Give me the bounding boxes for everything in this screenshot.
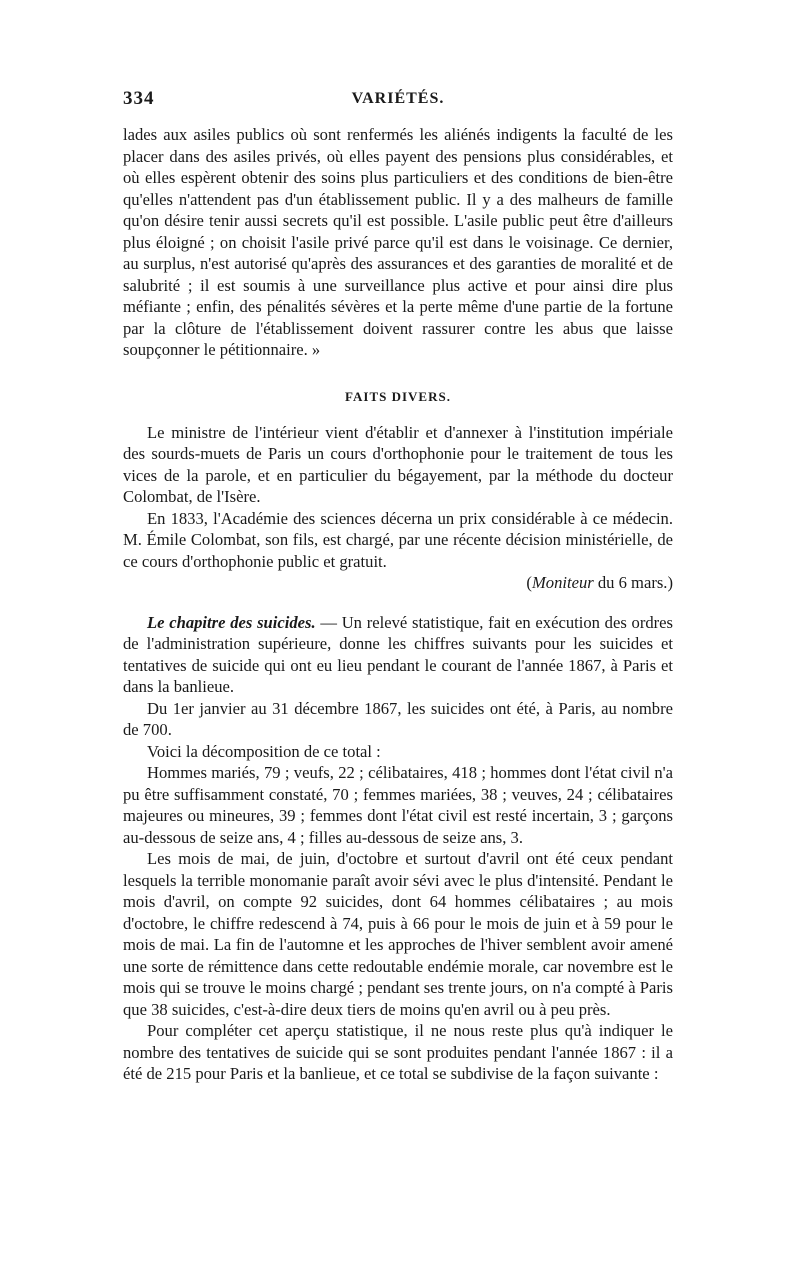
paragraph-months: Les mois de mai, de juin, d'octobre et surtout d'avril ont été ceux pendant lesquels la terrible monomanie paraît avoir sévi avec le plus d'intensité. Pendant le mois d'avril, on compte 92 suicides, dont 64 hommes célibataires ; au mois d'octobre, le chiffre redescend à 74, puis à 66 pour le mois de juin et à 59 pour le mois de mai. La fin de l'automne et les approches de l'hiver semblent avoir amené une sorte de rémittence dans cette redoutable endémie morale, car novembre est le mois qui se trouve le moins chargé ; pendant ses trente jours, on n'a compté à Paris que 38 suicides, c'est-à-dire deux tiers de moins qu'en avril ou à peu près. bbox=[123, 849, 673, 1019]
paragraph-orthophonie: Le ministre de l'intérieur vient d'établir et d'annexer à l'institution impériale des sourds-muets de Paris un cours d'orthophonie pour le traitement de tous les vices de la parole, et en particulier du bégayement, par la méthode du docteur Colombat, de l'Isère. bbox=[123, 422, 673, 506]
running-title: VARIÉTÉS. bbox=[351, 90, 445, 107]
paragraph-decomposition: Hommes mariés, 79 ; veufs, 22 ; célibataires, 418 ; hommes dont l'état civil n'a pu être suffisamment constaté, 70 ; femmes mariées, 38 ; veuves, 24 ; célibataires majeures ou mineures, 39 ; femmes dont l'état civil est resté incertain, 3 ; garçons au-dessous de seize ans, 4 ; filles au-dessous de seize ans, 3. bbox=[123, 763, 673, 847]
paragraph-attempts: Pour compléter cet aperçu statistique, il ne nous reste plus qu'à indiquer le nombre des tentatives de suicide qui se sont produites pendant l'année 1867 : il a été de 215 pour Paris et la banlieue, et ce total se subdivise de la façon suivante : bbox=[123, 1021, 673, 1083]
page-header bbox=[123, 88, 673, 124]
section-title: FAITS DIVERS. bbox=[345, 388, 451, 404]
section-gap bbox=[123, 594, 673, 612]
source-citation bbox=[123, 572, 673, 594]
paragraph-decomposition-intro: Voici la décomposition de ce total : bbox=[147, 741, 381, 761]
paragraph-suicides-intro-text: — Un relevé statistique, fait en exécution des ordres de l'administration supérieure, donne les chiffres suivants pour les suicides et tentatives de suicide qui ont eu lieu pendant le courant de l'année 1867, à Paris et dans la banlieue. bbox=[123, 612, 673, 696]
paragraph-suicides-intro bbox=[123, 612, 673, 698]
source-title: Moniteur bbox=[531, 573, 594, 592]
paragraph-continuation: lades aux asiles publics où sont renfermés les aliénés indigents la faculté de les placer dans des asiles privés, où elles payent des pensions plus considérables, et où elles espèrent obtenir des soins plus particuliers et des conditions de bien-être qu'elles n'attendent pas d'un établissement public. Il y a des malheurs de famille qu'on désire tenir aussi secrets qu'il est possible. L'asile public peut être d'ailleurs plus éloigné ; on choisit l'asile privé parce qu'il est dans le voisinage. Ce dernier, au surplus, n'est autorisé qu'après des assurances et des garanties de moralité et de salubrité ; il est soumis à une surveillance plus active et pour ainsi dire plus méfiante ; enfin, des pénalités sévères et la perte même d'une partie de la fortune par la clôture de l'établissement doivent rassurer contre les abus que laisse soupçonner le pétitionnaire. » bbox=[123, 125, 673, 359]
page-number: 334 bbox=[123, 88, 155, 109]
section-lead: Le chapitre des suicides. bbox=[147, 612, 316, 632]
book-page bbox=[123, 88, 673, 1085]
source-open: ( bbox=[526, 573, 532, 592]
paragraph-total: Du 1er janvier au 31 décembre 1867, les suicides ont été, à Paris, au nombre de 700. bbox=[123, 698, 673, 739]
source-rest: du 6 mars.) bbox=[593, 573, 673, 592]
paragraph-colombat: En 1833, l'Académie des sciences décerna un prix considérable à ce médecin. M. Émile Colombat, son fils, est chargé, par une récente décision ministérielle, de ce cours d'orthophonie public et gratuit. bbox=[123, 508, 673, 571]
